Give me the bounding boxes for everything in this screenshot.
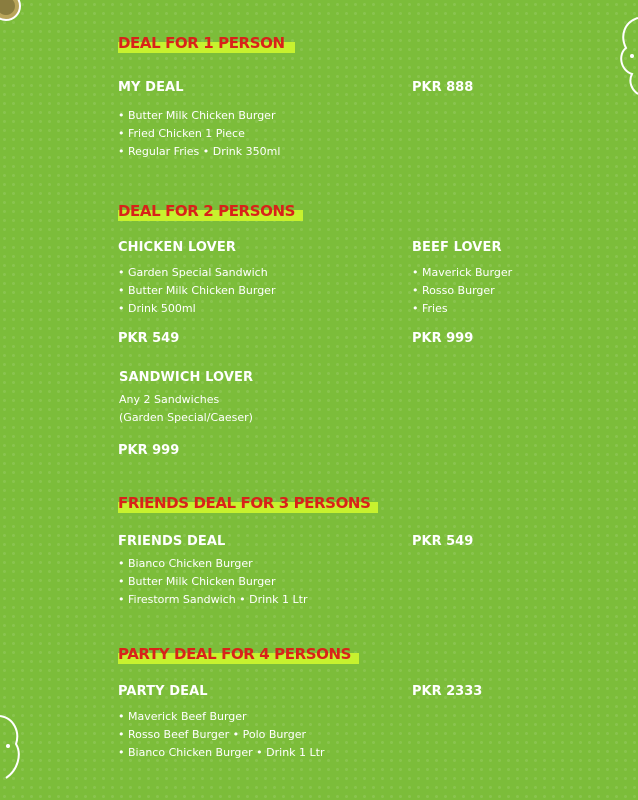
list-item: • Bianco Chicken Burger • Drink 1 Ltr: [118, 746, 325, 759]
burger-doodle-icon: [0, 0, 28, 28]
list-item: • Rosso Burger: [412, 284, 495, 297]
list-item: • Butter Milk Chicken Burger: [118, 575, 276, 588]
price-party-deal: PKR 2333: [412, 684, 483, 699]
description-line: Any 2 Sandwiches: [119, 393, 220, 406]
item-list-chicken-lover: [118, 264, 275, 318]
deal-name-sandwich-lover: SANDWICH LOVER: [119, 370, 254, 385]
price-sandwich-lover: PKR 999: [118, 443, 180, 458]
list-item: • Butter Milk Chicken Burger: [118, 109, 276, 122]
item-list-friends-deal: [118, 555, 308, 609]
deal-name-beef-lover: BEEF LOVER: [412, 240, 502, 255]
item-list-party-deal: [118, 708, 325, 762]
description-sandwich-lover: [119, 391, 253, 427]
list-item: • Drink 500ml: [118, 302, 196, 315]
list-item: • Maverick Beef Burger: [118, 710, 247, 723]
description-line: (Garden Special/Caeser): [119, 411, 253, 424]
price-chicken-lover: PKR 549: [118, 331, 180, 346]
section-title-3-persons: FRIENDS DEAL FOR 3 PERSONS: [118, 494, 370, 512]
list-item: • Garden Special Sandwich: [118, 266, 268, 279]
list-item: • Butter Milk Chicken Burger: [118, 284, 276, 297]
list-item: • Rosso Beef Burger • Polo Burger: [118, 728, 306, 741]
price-my-deal: PKR 888: [412, 80, 474, 95]
fries-doodle-icon: [0, 712, 22, 782]
chef-doodle-icon: [614, 14, 638, 96]
section-title-1-person: DEAL FOR 1 PERSON: [118, 34, 285, 52]
list-item: • Maverick Burger: [412, 266, 513, 279]
price-beef-lover: PKR 999: [412, 331, 474, 346]
item-list-my-deal: [118, 107, 280, 161]
list-item: • Bianco Chicken Burger: [118, 557, 253, 570]
list-item: • Fries: [412, 302, 448, 315]
section-title-2-persons: DEAL FOR 2 PERSONS: [118, 202, 295, 220]
item-list-beef-lover: [412, 264, 512, 318]
list-item: • Fried Chicken 1 Piece: [118, 127, 245, 140]
deal-name-my-deal: MY DEAL: [118, 80, 184, 95]
deal-name-friends-deal: FRIENDS DEAL: [118, 534, 226, 549]
list-item: • Firestorm Sandwich • Drink 1 Ltr: [118, 593, 308, 606]
price-friends-deal: PKR 549: [412, 534, 474, 549]
deal-name-chicken-lover: CHICKEN LOVER: [118, 240, 236, 255]
section-title-4-persons: PARTY DEAL FOR 4 PERSONS: [118, 645, 351, 663]
list-item: • Regular Fries • Drink 350ml: [118, 145, 281, 158]
deal-name-party-deal: PARTY DEAL: [118, 684, 208, 699]
